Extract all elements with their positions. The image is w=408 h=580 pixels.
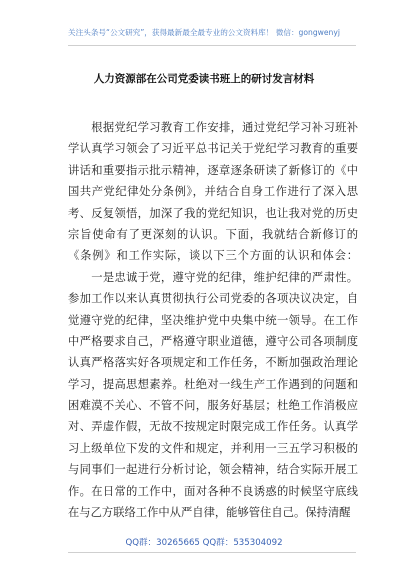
body-text-line: 参加工作以来认真贯彻执行公司党委的各项决议决定，自 <box>68 292 358 306</box>
body-text-line: 作。在日常的工作中，面对各种不良诱惑的时候坚守底线 <box>68 484 358 498</box>
document-title: 人力资源部在公司党委读书班上的研讨发言材料 <box>93 73 315 85</box>
body-text-line: 在与乙方联络工作中从严自律，能够管住自己。保持清醒 <box>68 506 351 520</box>
body-text-line: 国共产党纪律处分条例》，并结合自身工作进行了深入思 <box>68 185 358 199</box>
header-promo-text: 关注头条号“公文研究”，获得最新最全最专业的公文资料库！ 微信：gongwenyj <box>68 28 340 37</box>
body-text-line: 认真严格落实好各项规定和工作任务，不断加强政治理论 <box>68 356 358 370</box>
body-text-line: 困难漠不关心、不管不问，服务好基层；杜绝工作消极应 <box>68 399 358 413</box>
document-body <box>68 117 358 523</box>
footer-divider <box>68 552 356 553</box>
body-text-line: 对、弄虚作假，无故不按规定时限完成工作任务。认真学 <box>68 420 358 434</box>
body-text-line: 学习，提高思想素养。杜绝对一线生产工作遇到的问题和 <box>68 377 358 391</box>
body-text-line: 考、反复领悟，加深了我的党纪知识，也让我对党的历史 <box>68 206 358 220</box>
body-text-line: 宗旨使命有了更深刻的认识。下面，我就结合新修订的 <box>68 227 358 241</box>
header-divider <box>68 45 356 46</box>
body-text-line: 学认真学习领会了习近平总书记关于党纪学习教育的重要 <box>68 142 358 156</box>
body-text-line: 与同事们一起进行分析讨论，领会精神，结合实际开展工 <box>68 463 358 477</box>
body-text-line: 根据党纪学习教育工作安排，通过党纪学习补习班补 <box>68 121 358 134</box>
body-text-line: 习上级单位下发的文件和规定，并利用一三五学习积极的 <box>68 441 358 455</box>
body-text-line: 中严格要求自己，严格遵守职业道德，遵守公司各项制度 <box>68 334 358 348</box>
body-text-line: 一是忠诚于党，遵守党的纪律，维护纪律的严肃性。 <box>68 270 358 284</box>
body-text-line: 《条例》和工作实际，谈以下三个方面的认识和体会： <box>68 249 358 263</box>
footer-qq-groups: QQ群：30265665 QQ群：535304092 <box>125 538 283 548</box>
body-text-line: 觉遵守党的纪律，坚决维护党中央集中统一领导。在工作 <box>68 313 358 327</box>
body-text-line: 讲话和重要指示批示精神，逐章逐条研读了新修订的《中 <box>68 163 358 177</box>
